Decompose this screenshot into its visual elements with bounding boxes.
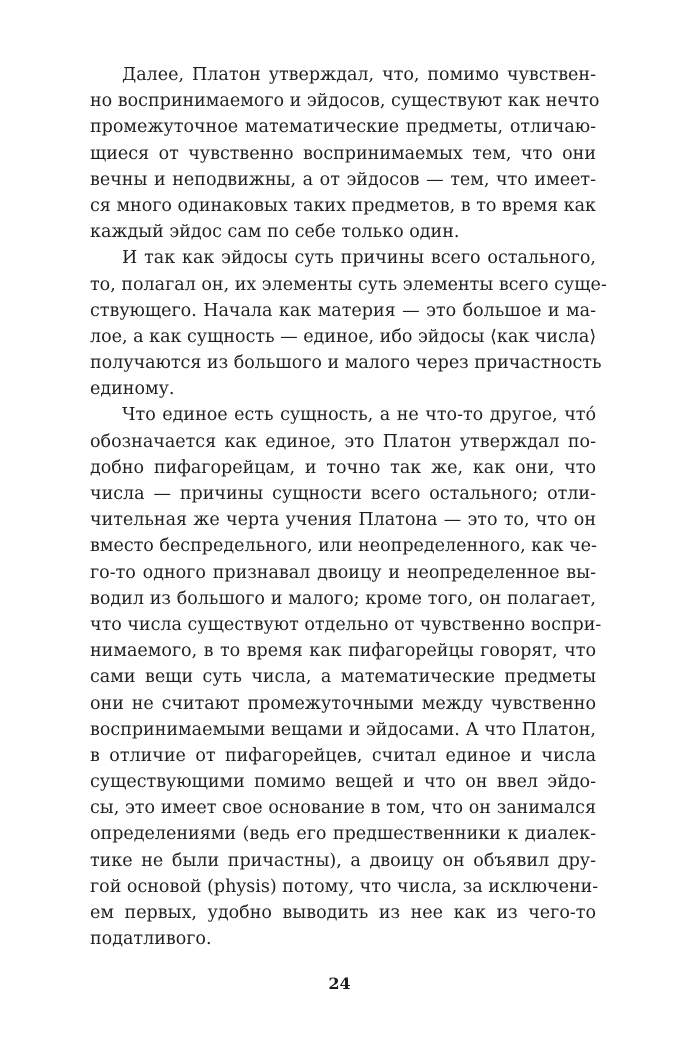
text-line: обозначается как единое, это Платон утверждал по- — [90, 431, 596, 452]
text-line: числа — причины сущности всего остального; отли- — [90, 484, 596, 504]
text-line: сами вещи суть числа, а математические предметы — [90, 667, 596, 688]
text-line: определениями (ведь его предшественники к диалек- — [90, 824, 596, 845]
text-line: каждый эйдос сам по себе только один. — [90, 222, 460, 243]
text-line: то, полагал он, их элементы суть элементы всего суще- — [90, 274, 607, 295]
text-line: вместо беспредельного, или неопределенного, как че- — [90, 536, 597, 557]
text-line: тике не были причастны), а двоицу он объявил дру- — [90, 850, 596, 871]
text-line: сы, это имеет свое основание в том, что он занимался — [90, 798, 596, 819]
text-line: щиеся от чувственно воспринимаемых тем, что они — [90, 143, 596, 164]
text-line: получаются из большого и малого через причастность — [90, 353, 602, 374]
page-number: 24 — [328, 974, 351, 993]
text-line: существующими помимо вещей и что он ввел эйдо- — [90, 772, 596, 793]
text-line: лое, а как сущность — единое, ибо эйдосы ⟨как числа⟩ — [90, 326, 597, 347]
text-line: промежуточное математические предметы, отличаю- — [90, 117, 596, 138]
text-line: но воспринимаемого и эйдосов, существуют как нечто — [90, 91, 600, 112]
text-line: И так как эйдосы суть причины всего остального, — [122, 248, 596, 269]
text-line: ствующего. Начала как материя — это большое и ма- — [90, 300, 596, 321]
text-line: водил из большого и малого; кроме того, он полагает, — [90, 588, 596, 609]
paragraph-2 — [90, 245, 607, 402]
paragraph-1 — [90, 62, 600, 245]
text-line: вечны и неподвижны, а от эйдосов — тем, что имеет- — [90, 169, 596, 190]
text-line: добно пифагорейцам, и точно так же, как они, что — [90, 457, 596, 478]
text-line: воспринимаемыми вещами и эйдосами. А что Платон, — [90, 719, 596, 740]
paragraph-3 — [90, 402, 602, 952]
text-line: податливого. — [90, 929, 212, 950]
text-line: ся много одинаковых таких предметов, в то время как — [90, 195, 596, 216]
text-line: что числа существуют отдельно от чувственно воспри- — [90, 614, 602, 635]
text-line: Далее, Платон утверждал, что, помимо чувствен- — [122, 65, 596, 85]
body-text — [90, 62, 607, 952]
text-line: го-то одного признавал двоицу и неопределенное вы- — [90, 562, 596, 583]
text-line: они не считают промежуточными между чувственно — [90, 693, 596, 714]
text-line: Что единое есть сущность, а не что-то другое, что́ — [122, 405, 596, 426]
text-line: единому. — [90, 379, 175, 400]
text-line: нимаемого, в то время как пифагорейцы говорят, что — [90, 641, 596, 662]
text-line: в отличие от пифагорейцев, считал единое и числа — [90, 745, 596, 766]
text-line: гой основой (physis) потому, что числа, за исключени- — [90, 876, 599, 897]
text-line: ем первых, удобно выводить из нее как из чего-то — [90, 903, 596, 923]
text-line: чительная же черта учения Платона — это то, что он — [90, 510, 596, 531]
